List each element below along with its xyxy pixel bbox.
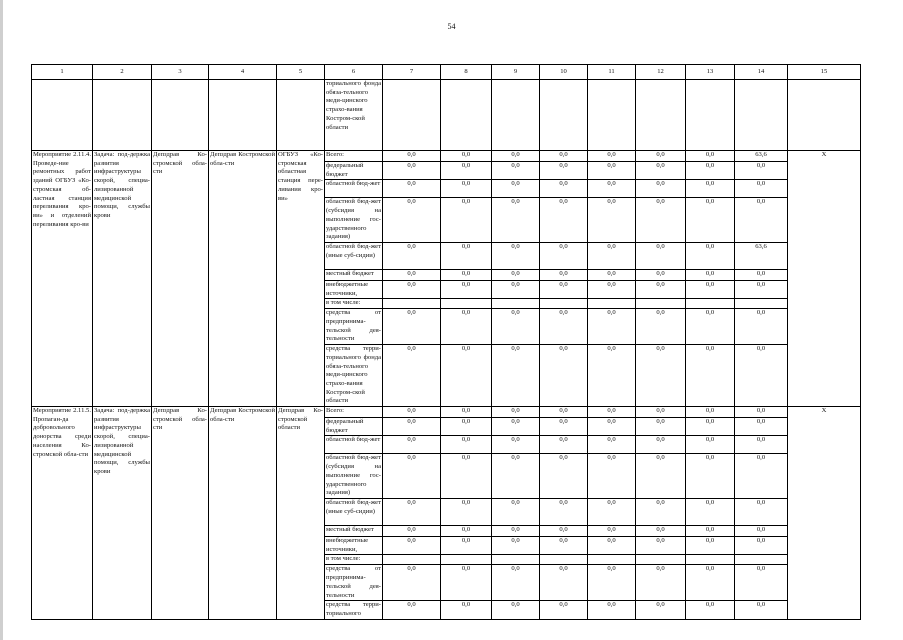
funding-source-cell: ториального фонда обяза-тельного меди-цинского страхо-вания Костром-ской области: [325, 80, 383, 151]
value-cell: 0,0: [540, 180, 588, 198]
value-cell: 0,0: [441, 269, 492, 280]
funding-source-cell: средства от предпринима-тельской дея-тельности: [325, 309, 383, 345]
value-cell: 0,0: [588, 454, 636, 499]
value-cell: 0,0: [686, 525, 735, 536]
value-cell: 0,0: [383, 242, 441, 269]
value-cell: 0,0: [383, 269, 441, 280]
value-cell: 0,0: [588, 280, 636, 298]
header-cell: 4: [209, 65, 277, 80]
value-cell: 0,0: [588, 162, 636, 180]
value-cell: 0,0: [636, 180, 686, 198]
funding-source-cell: местный бюджет: [325, 269, 383, 280]
value-cell: 0,0: [540, 345, 588, 407]
value-cell: 0,0: [540, 601, 588, 620]
value-cell: 0,0: [383, 454, 441, 499]
value-cell: 0,0: [735, 536, 788, 554]
value-cell: 0,0: [735, 436, 788, 454]
value-cell: 0,0: [540, 454, 588, 499]
customer-cell: Депздрав Ко-стромской обла-сти: [152, 151, 209, 407]
funding-source-cell: местный бюджет: [325, 525, 383, 536]
value-cell: 0,0: [735, 565, 788, 601]
executor-cell: Депздрав Ко-стромской области: [277, 407, 325, 620]
empty-cell: [93, 80, 152, 151]
value-cell: 0,0: [441, 162, 492, 180]
value-cell: 0,0: [492, 436, 540, 454]
customer-cell: Депздрав Ко-стромской обла-сти: [152, 407, 209, 620]
value-cell: 0,0: [588, 242, 636, 269]
value-cell: 0,0: [441, 418, 492, 436]
value-cell: [441, 299, 492, 309]
value-cell: 0,0: [540, 498, 588, 525]
funding-source-cell: средства терри-ториального: [325, 601, 383, 620]
value-cell: 0,0: [492, 162, 540, 180]
value-cell: 0,0: [441, 280, 492, 298]
value-cell: [735, 299, 788, 309]
empty-cell: [636, 80, 686, 151]
value-cell: 0,0: [492, 280, 540, 298]
value-cell: 0,0: [383, 151, 441, 162]
value-cell: 0,0: [686, 309, 735, 345]
task-cell: Задача: под-держка развития инфраструктуры скорой, специа-лизированной медицинской помощи, службы крови: [93, 151, 152, 407]
header-cell: 8: [441, 65, 492, 80]
header-cell: 10: [540, 65, 588, 80]
funding-source-cell: областной бюд-жет (иные суб-сидии): [325, 498, 383, 525]
value-cell: 0,0: [383, 180, 441, 198]
funding-source-cell: Всего:: [325, 407, 383, 418]
value-cell: [636, 299, 686, 309]
value-cell: 0,0: [540, 309, 588, 345]
empty-cell: [277, 80, 325, 151]
value-cell: 0,0: [383, 525, 441, 536]
value-cell: 0,0: [636, 407, 686, 418]
header-cell: 15: [788, 65, 861, 80]
value-cell: 0,0: [686, 242, 735, 269]
funding-source-cell: областной бюд-жет: [325, 180, 383, 198]
value-cell: 0,0: [540, 407, 588, 418]
value-cell: [441, 555, 492, 565]
header-cell: 9: [492, 65, 540, 80]
value-cell: 0,0: [383, 565, 441, 601]
value-cell: 0,0: [492, 536, 540, 554]
value-cell: [540, 555, 588, 565]
empty-cell: [32, 80, 93, 151]
value-cell: 0,0: [383, 198, 441, 243]
value-cell: 0,0: [383, 407, 441, 418]
funding-source-cell: областной бюд-жет: [325, 436, 383, 454]
value-cell: 0,0: [492, 525, 540, 536]
value-cell: 0,0: [492, 242, 540, 269]
value-cell: 0,0: [636, 418, 686, 436]
value-cell: 0,0: [735, 345, 788, 407]
value-cell: 0,0: [588, 345, 636, 407]
value-cell: 0,0: [636, 151, 686, 162]
value-cell: 0,0: [686, 162, 735, 180]
continuation-row: [32, 80, 861, 151]
value-cell: 0,0: [636, 565, 686, 601]
value-cell: 0,0: [686, 418, 735, 436]
value-cell: 0,0: [686, 180, 735, 198]
value-cell: [540, 299, 588, 309]
value-cell: 0,0: [588, 536, 636, 554]
value-cell: 0,0: [735, 280, 788, 298]
value-cell: 0,0: [540, 565, 588, 601]
value-cell: 0,0: [636, 280, 686, 298]
value-cell: 0,0: [383, 345, 441, 407]
value-cell: 0,0: [441, 498, 492, 525]
value-cell: [686, 299, 735, 309]
value-cell: 0,0: [588, 180, 636, 198]
value-cell: 0,0: [735, 407, 788, 418]
value-cell: 0,0: [735, 454, 788, 499]
value-cell: 0,0: [441, 454, 492, 499]
value-cell: 0,0: [735, 498, 788, 525]
value-cell: 0,0: [588, 198, 636, 243]
value-cell: 0,0: [441, 309, 492, 345]
value-cell: 63,6: [735, 242, 788, 269]
value-cell: 0,0: [540, 242, 588, 269]
table-row: [32, 151, 861, 162]
value-cell: 0,0: [735, 269, 788, 280]
value-cell: 0,0: [735, 309, 788, 345]
value-cell: 0,0: [492, 498, 540, 525]
value-cell: 0,0: [441, 407, 492, 418]
value-cell: 0,0: [540, 418, 588, 436]
value-cell: 0,0: [686, 407, 735, 418]
value-cell: [492, 299, 540, 309]
coordinator-cell: Депздрав Костромской обла-сти: [209, 407, 277, 620]
value-cell: 0,0: [636, 436, 686, 454]
value-cell: 0,0: [735, 180, 788, 198]
value-cell: 0,0: [540, 269, 588, 280]
empty-cell: [540, 80, 588, 151]
value-cell: 0,0: [441, 151, 492, 162]
value-cell: [636, 555, 686, 565]
value-cell: 0,0: [383, 436, 441, 454]
value-cell: 0,0: [492, 180, 540, 198]
value-cell: 0,0: [540, 525, 588, 536]
empty-cell: [441, 80, 492, 151]
funding-source-cell: областной бюд-жет (иные суб-сидии): [325, 242, 383, 269]
value-cell: 0,0: [686, 269, 735, 280]
empty-cell: [686, 80, 735, 151]
value-cell: 0,0: [636, 601, 686, 620]
value-cell: 0,0: [735, 418, 788, 436]
funding-source-cell: в том числе:: [325, 555, 383, 565]
value-cell: 0,0: [686, 151, 735, 162]
activity-cell: Мероприятие 2.11.4. Проведе-ние ремонтных работ зданий ОГБУЗ «Ко-стромская об-ластная станция переливания кро-ви» и отделений переливания кро-ви: [32, 151, 93, 407]
value-cell: [686, 555, 735, 565]
funding-source-cell: областной бюд-жет (субсидия на выполнение гос-ударственного задания): [325, 454, 383, 499]
scan-edge: [0, 0, 3, 640]
value-cell: 0,0: [588, 498, 636, 525]
value-cell: 0,0: [441, 242, 492, 269]
value-cell: 0,0: [588, 151, 636, 162]
executor-cell: ОГБУЗ «Ко-стромская областная станция пере-ливания кро-ви»: [277, 151, 325, 407]
value-cell: 0,0: [383, 280, 441, 298]
value-cell: 0,0: [492, 151, 540, 162]
header-cell: 14: [735, 65, 788, 80]
value-cell: 0,0: [588, 418, 636, 436]
value-cell: 0,0: [540, 280, 588, 298]
value-cell: 0,0: [686, 345, 735, 407]
value-cell: 0,0: [540, 198, 588, 243]
value-cell: 0,0: [383, 601, 441, 620]
funding-source-cell: федеральный бюджет: [325, 162, 383, 180]
value-cell: 0,0: [441, 525, 492, 536]
value-cell: 0,0: [588, 525, 636, 536]
coordinator-cell: Депздрав Костромской обла-сти: [209, 151, 277, 407]
value-cell: 0,0: [492, 565, 540, 601]
header-cell: 12: [636, 65, 686, 80]
empty-cell: [209, 80, 277, 151]
value-cell: 0,0: [588, 565, 636, 601]
value-cell: [588, 299, 636, 309]
value-cell: 0,0: [588, 601, 636, 620]
funding-source-cell: средства терри-ториального фонда обяза-тельного меди-цинского страхо-вания Костром-ской области: [325, 345, 383, 407]
empty-cell: [788, 80, 861, 151]
funding-source-cell: внебюджетные источники,: [325, 536, 383, 554]
value-cell: 0,0: [540, 162, 588, 180]
value-cell: 0,0: [636, 536, 686, 554]
funding-source-cell: Всего:: [325, 151, 383, 162]
value-cell: 63,6: [735, 151, 788, 162]
header-cell: 2: [93, 65, 152, 80]
funding-source-cell: средства от предпринима-тельской дея-тельности: [325, 565, 383, 601]
header-row: [32, 65, 861, 80]
value-cell: 0,0: [492, 601, 540, 620]
value-cell: 0,0: [636, 525, 686, 536]
empty-cell: [492, 80, 540, 151]
empty-cell: [735, 80, 788, 151]
value-cell: 0,0: [686, 565, 735, 601]
budget-table: [31, 64, 861, 620]
header-cell: 6: [325, 65, 383, 80]
value-cell: 0,0: [636, 498, 686, 525]
value-cell: 0,0: [686, 454, 735, 499]
funding-source-cell: в том числе:: [325, 299, 383, 309]
value-cell: 0,0: [492, 309, 540, 345]
value-cell: 0,0: [686, 601, 735, 620]
header-cell: 1: [32, 65, 93, 80]
value-cell: 0,0: [441, 565, 492, 601]
value-cell: 0,0: [441, 536, 492, 554]
value-cell: 0,0: [636, 198, 686, 243]
value-cell: 0,0: [636, 269, 686, 280]
value-cell: 0,0: [441, 180, 492, 198]
header-cell: 13: [686, 65, 735, 80]
note-cell: Х: [788, 407, 861, 620]
value-cell: 0,0: [492, 345, 540, 407]
value-cell: 0,0: [686, 498, 735, 525]
value-cell: 0,0: [686, 198, 735, 243]
value-cell: [735, 555, 788, 565]
value-cell: 0,0: [492, 418, 540, 436]
value-cell: 0,0: [588, 269, 636, 280]
value-cell: [383, 555, 441, 565]
header-cell: 7: [383, 65, 441, 80]
value-cell: 0,0: [492, 198, 540, 243]
value-cell: 0,0: [540, 436, 588, 454]
value-cell: 0,0: [636, 454, 686, 499]
header-cell: 5: [277, 65, 325, 80]
value-cell: 0,0: [441, 198, 492, 243]
funding-source-cell: внебюджетные источники,: [325, 280, 383, 298]
activity-cell: Мероприятие 2.11.5. Пропаган-да добровольного донорства среди населения Ко-стромской обла-сти: [32, 407, 93, 620]
value-cell: 0,0: [492, 407, 540, 418]
value-cell: 0,0: [492, 269, 540, 280]
value-cell: 0,0: [636, 162, 686, 180]
note-cell: Х: [788, 151, 861, 407]
value-cell: 0,0: [735, 601, 788, 620]
value-cell: 0,0: [735, 525, 788, 536]
value-cell: 0,0: [441, 436, 492, 454]
value-cell: 0,0: [588, 436, 636, 454]
value-cell: 0,0: [636, 309, 686, 345]
value-cell: 0,0: [383, 162, 441, 180]
empty-cell: [588, 80, 636, 151]
value-cell: 0,0: [441, 601, 492, 620]
value-cell: 0,0: [441, 345, 492, 407]
task-cell: Задача: под-держка развития инфраструктуры скорой, специа-лизированной медицинской помощи, службы крови: [93, 407, 152, 620]
value-cell: 0,0: [686, 280, 735, 298]
header-cell: 3: [152, 65, 209, 80]
value-cell: 0,0: [492, 454, 540, 499]
value-cell: 0,0: [735, 198, 788, 243]
value-cell: 0,0: [383, 536, 441, 554]
value-cell: 0,0: [383, 418, 441, 436]
value-cell: 0,0: [383, 498, 441, 525]
value-cell: [492, 555, 540, 565]
value-cell: 0,0: [540, 151, 588, 162]
value-cell: 0,0: [686, 436, 735, 454]
value-cell: 0,0: [383, 309, 441, 345]
value-cell: 0,0: [686, 536, 735, 554]
value-cell: [588, 555, 636, 565]
empty-cell: [383, 80, 441, 151]
value-cell: [383, 299, 441, 309]
value-cell: 0,0: [588, 309, 636, 345]
value-cell: 0,0: [636, 345, 686, 407]
value-cell: 0,0: [588, 407, 636, 418]
page-number: 54: [447, 22, 456, 31]
value-cell: 0,0: [540, 536, 588, 554]
funding-source-cell: областной бюд-жет (субсидия на выполнение гос-ударственного задания): [325, 198, 383, 243]
funding-source-cell: федеральный бюджет: [325, 418, 383, 436]
table-row: [32, 407, 861, 418]
value-cell: 0,0: [636, 242, 686, 269]
header-cell: 11: [588, 65, 636, 80]
value-cell: 0,0: [735, 162, 788, 180]
empty-cell: [152, 80, 209, 151]
